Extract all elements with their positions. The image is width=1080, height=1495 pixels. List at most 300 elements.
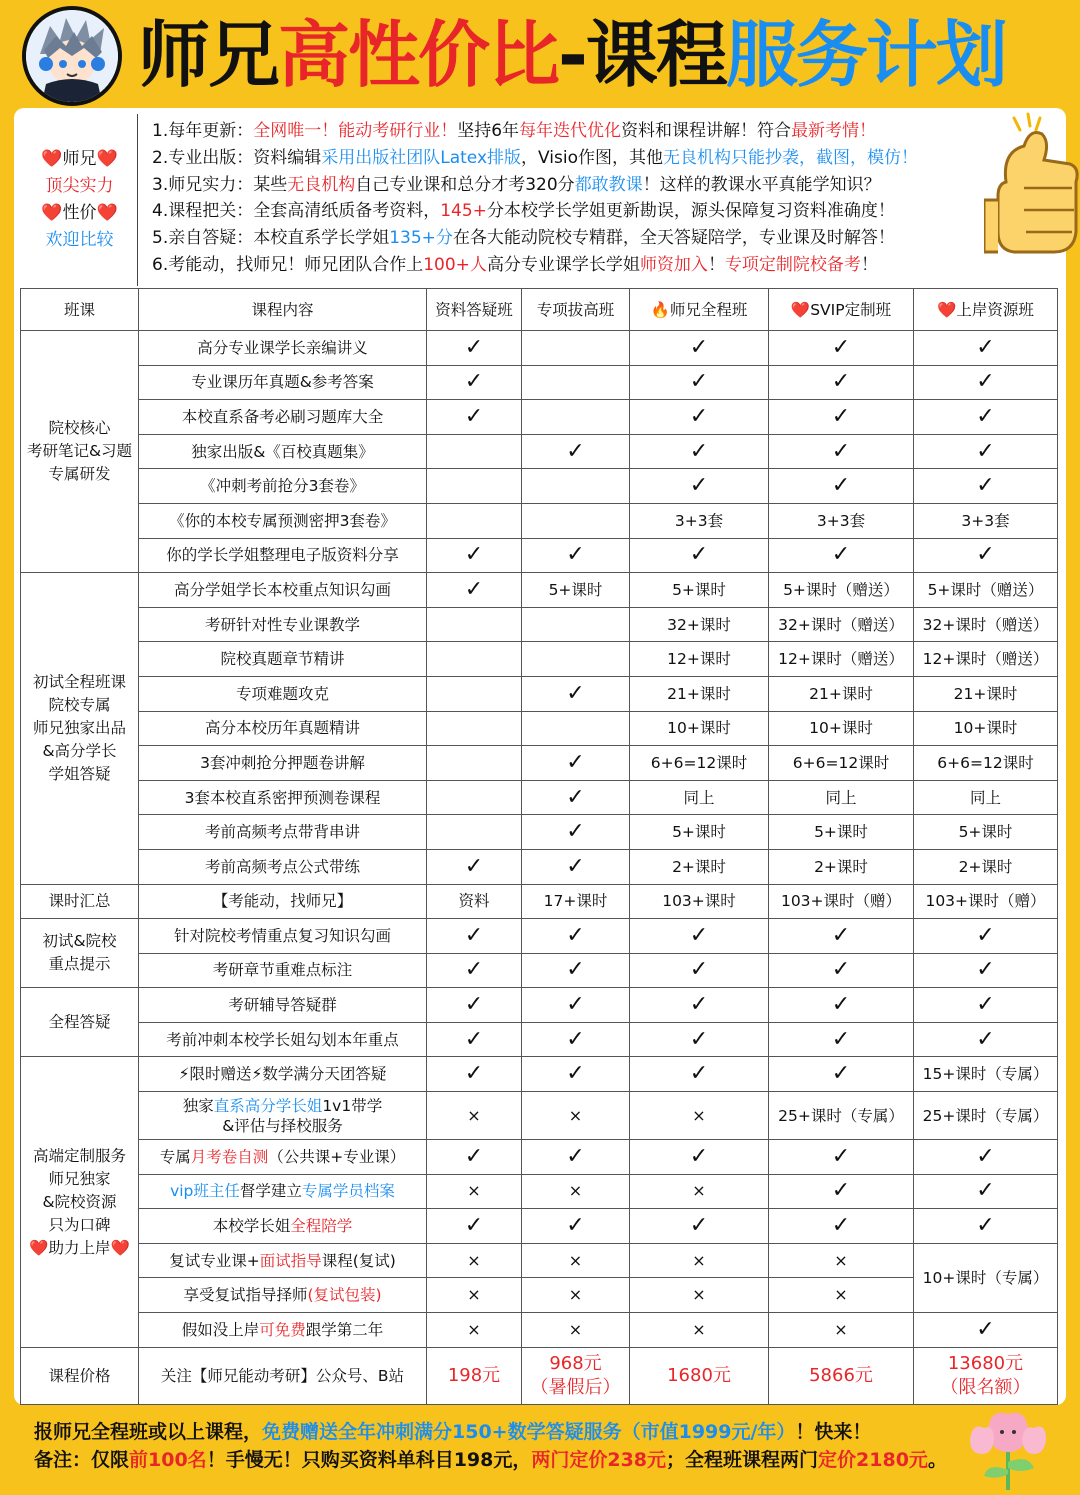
course-item [139, 1092, 427, 1140]
intro-lines [152, 118, 992, 279]
cross-icon: × [630, 1092, 769, 1140]
table-row [21, 642, 1058, 677]
column-header: 资料答疑班 [427, 289, 522, 331]
intro-segment: 最新考情！ [791, 121, 877, 141]
table-row [21, 365, 1058, 400]
group-label-line: 高端定制服务 [32, 1146, 126, 1165]
table-row [21, 988, 1058, 1023]
footer-segment: 备注：仅限 [34, 1449, 130, 1471]
course-item-segment: 考前高频考点带背串讲 [204, 823, 360, 842]
course-item-segment: 独家 [182, 1096, 214, 1115]
check-icon: ✓ [769, 919, 914, 954]
table-row [21, 573, 1058, 608]
table-row [21, 538, 1058, 573]
group-label [21, 573, 139, 884]
table-cell: 10+课时 [914, 711, 1058, 746]
group-label-line: 师兄独家 [48, 1169, 111, 1188]
check-icon: ✓ [769, 538, 914, 573]
group-label-line: 学姐答疑 [48, 764, 111, 783]
table-row [21, 503, 1058, 538]
title-part-2: 高性价比 [278, 13, 559, 97]
check-icon: ✓ [427, 331, 522, 366]
group-label [21, 1057, 139, 1347]
check-icon: ✓ [522, 1209, 630, 1244]
title-part-3: -课程 [558, 13, 726, 97]
title-part-1: 师兄 [138, 13, 279, 97]
intro-line [152, 172, 992, 199]
intro-segment: ，Visio作图，其他 [521, 147, 663, 168]
intro-segment: 在各大能动院校专精群，全天答疑陪学，专业课及时解答！ [452, 228, 895, 249]
group-label-line: 初试&院校 [42, 932, 117, 951]
check-icon: ✓ [522, 1022, 630, 1057]
cross-icon: × [427, 1092, 522, 1140]
footer-segment: ！手慢无！只购买资料单科目198元， [206, 1449, 532, 1471]
footer-segment: 前100名 [129, 1449, 207, 1471]
course-item [139, 815, 427, 850]
intro-segment: 分本校学长学姐更新勘误，源头保障复习资料准确度！ [486, 201, 895, 222]
table-cell [427, 607, 522, 642]
table-row [21, 711, 1058, 746]
course-item-segment: 复试专业课+ [169, 1251, 260, 1270]
table-row [21, 1092, 1058, 1140]
footer-line-1 [34, 1418, 1044, 1446]
table-cell [427, 746, 522, 781]
intro-segment: 都敢教课 [574, 174, 643, 195]
table-cell: 5+课时 [630, 815, 769, 850]
intro-line [152, 225, 992, 252]
table-cell: 21+课时 [914, 676, 1058, 711]
price-text: （限名额） [940, 1376, 1031, 1398]
table-row [21, 1057, 1058, 1092]
check-icon: ✓ [522, 746, 630, 781]
check-icon: ✓ [914, 434, 1058, 469]
check-icon: ✓ [630, 469, 769, 504]
intro-line [152, 198, 992, 225]
table-cell: 12+课时 [630, 642, 769, 677]
check-icon: ✓ [914, 1022, 1058, 1057]
heart-icon: ❤️ [96, 203, 118, 223]
table-cell [522, 365, 630, 400]
course-item-segment: &评估与择校服务 [222, 1116, 343, 1135]
course-table [20, 288, 1058, 1405]
footer-notes [34, 1418, 1044, 1474]
table-cell: 2+课时 [769, 849, 914, 884]
table-cell: 17+课时 [522, 884, 630, 919]
check-icon: ✓ [427, 1057, 522, 1092]
course-item-segment: 专属学员档案 [301, 1182, 395, 1201]
column-header: 课程内容 [139, 289, 427, 331]
price-text: 13680元 [947, 1352, 1024, 1374]
group-label-line: 全程答疑 [48, 1012, 111, 1031]
course-item-segment: 考研章节重难点标注 [212, 961, 353, 980]
course-item [139, 538, 427, 573]
intro-segment: 资料和课程讲解！符合 [621, 121, 792, 141]
price-text: 5866元 [809, 1364, 873, 1386]
table-cell: 资料 [427, 884, 522, 919]
table-cell: 同上 [630, 780, 769, 815]
check-icon: ✓ [769, 1022, 914, 1057]
check-icon: ✓ [630, 953, 769, 988]
course-item [139, 1313, 427, 1348]
course-item-segment: 【考能动，找师兄】 [212, 892, 353, 911]
group-label-line: 院校核心 [48, 419, 111, 438]
check-icon: ✓ [427, 1022, 522, 1057]
group-label-line: 只为口碑 [48, 1215, 111, 1234]
check-icon: ✓ [630, 1057, 769, 1092]
intro-segment: ！ [707, 254, 725, 275]
footer-segment: 报师兄全程班或以上课程， [34, 1421, 263, 1443]
intro-segment: 采用出版社团队Latex排版 [321, 147, 522, 168]
cross-icon: × [630, 1174, 769, 1209]
group-label [21, 331, 139, 573]
table-row [21, 400, 1058, 435]
intro-label [22, 114, 138, 286]
table-cell [522, 469, 630, 504]
check-icon: ✓ [769, 469, 914, 504]
header [0, 0, 1080, 110]
course-item-segment: 全程陪学 [290, 1217, 353, 1236]
table-row [21, 849, 1058, 884]
table-cell [427, 780, 522, 815]
table-cell: 2+课时 [914, 849, 1058, 884]
group-label-line: ❤️助力上岸❤️ [29, 1238, 130, 1257]
intro-segment: 自己专业课和总分才考320分 [355, 174, 575, 195]
check-icon: ✓ [769, 400, 914, 435]
course-item [139, 1174, 427, 1209]
cross-icon: × [522, 1278, 630, 1313]
course-item [139, 919, 427, 954]
table-row [21, 1278, 1058, 1313]
column-header: 班课 [21, 289, 139, 331]
course-item-segment: 高分本校历年真题精讲 [204, 719, 360, 738]
intro-line [152, 252, 992, 279]
check-icon: ✓ [427, 1140, 522, 1175]
course-item-segment: 院校真题章节精讲 [220, 650, 345, 669]
check-icon: ✓ [427, 919, 522, 954]
check-icon: ✓ [914, 1140, 1058, 1175]
intro-segment: 坚持6年 [457, 121, 520, 141]
table-cell: 10+课时 [769, 711, 914, 746]
price-cell [427, 1347, 522, 1404]
table-cell: 同上 [769, 780, 914, 815]
intro-segment: 100+人 [423, 254, 487, 275]
intro-segment: 6.考能动，找师兄！师兄团队合作上 [152, 254, 424, 275]
price-text: 968元 [549, 1352, 602, 1374]
table-cell: 32+课时 [630, 607, 769, 642]
cross-icon: × [769, 1313, 914, 1348]
table-cell [522, 711, 630, 746]
check-icon: ✓ [427, 400, 522, 435]
footer-segment: ！快来！ [795, 1421, 872, 1443]
table-row [21, 884, 1058, 919]
check-icon: ✓ [522, 676, 630, 711]
table-cell: 25+课时（专属） [914, 1092, 1058, 1140]
course-item-segment: ⚡限时赠送⚡数学满分天团答疑 [178, 1065, 387, 1084]
course-item [139, 1243, 427, 1278]
course-item [139, 503, 427, 538]
cross-icon: × [630, 1243, 769, 1278]
table-cell [427, 676, 522, 711]
table-cell [522, 503, 630, 538]
course-item [139, 884, 427, 919]
course-item-segment: 考研辅导答疑群 [228, 996, 337, 1015]
table-header-row [21, 289, 1058, 331]
table-cell: 5+课时 [769, 815, 914, 850]
check-icon: ✓ [769, 434, 914, 469]
table-cell [427, 815, 522, 850]
table-cell: 12+课时（赠送） [769, 642, 914, 677]
check-icon: ✓ [427, 538, 522, 573]
course-item-segment: 高分专业课学长亲编讲义 [197, 338, 368, 357]
check-icon: ✓ [630, 538, 769, 573]
table-cell: 6+6=12课时 [769, 746, 914, 781]
check-icon: ✓ [427, 1209, 522, 1244]
cross-icon: × [522, 1243, 630, 1278]
group-label-line: 课时汇总 [48, 891, 111, 910]
intro-label-text: 师兄 [62, 149, 97, 169]
check-icon: ✓ [914, 988, 1058, 1023]
check-icon: ✓ [630, 1209, 769, 1244]
course-item-segment: 考前冲刺本校学长姐勾划本年重点 [166, 1030, 399, 1049]
table-cell [522, 607, 630, 642]
table-row [21, 815, 1058, 850]
check-icon: ✓ [427, 953, 522, 988]
course-item-segment: 《冲刺考前抢分3套卷》 [200, 477, 365, 496]
check-icon: ✓ [769, 331, 914, 366]
price-cell [630, 1347, 769, 1404]
course-item [139, 746, 427, 781]
course-item-segment: 督学建立 [239, 1182, 302, 1201]
course-item-segment: 直系高分学长姐 [213, 1096, 323, 1115]
price-label: 课程价格 [21, 1347, 139, 1404]
course-item-segment: 考前高频考点公式带练 [204, 857, 360, 876]
table-cell: 21+课时 [630, 676, 769, 711]
table-cell: 6+6=12课时 [914, 746, 1058, 781]
course-item-segment: 可免费 [259, 1320, 306, 1339]
footer-segment: 免费赠送全年冲刺满分150+数学答疑服务（市值1999元/年） [262, 1421, 796, 1443]
column-header: 🔥师兄全程班 [630, 289, 769, 331]
course-item-segment: 跟学第二年 [305, 1320, 384, 1339]
course-item [139, 469, 427, 504]
course-item [139, 365, 427, 400]
check-icon: ✓ [914, 919, 1058, 954]
table-row [21, 746, 1058, 781]
check-icon: ✓ [769, 988, 914, 1023]
course-item [139, 676, 427, 711]
course-item-segment: 高分学姐学长本校重点知识勾画 [173, 580, 391, 599]
check-icon: ✓ [522, 919, 630, 954]
price-cell [914, 1347, 1058, 1404]
check-icon: ✓ [522, 780, 630, 815]
course-item-segment: 月考卷自测 [190, 1147, 269, 1166]
table-cell [522, 331, 630, 366]
group-label-line: &高分学长 [42, 741, 117, 760]
course-item [139, 711, 427, 746]
intro-segment: 无良机构只能抄袭，截图，模仿！ [662, 147, 918, 168]
cross-icon: × [630, 1313, 769, 1348]
intro-segment: 135+分 [389, 228, 453, 249]
group-label [21, 919, 139, 988]
course-item-segment: 针对院校考情重点复习知识勾画 [173, 926, 391, 945]
group-label-line: 专属研发 [48, 465, 111, 484]
check-icon: ✓ [427, 988, 522, 1023]
column-header: ❤️SVIP定制班 [769, 289, 914, 331]
course-item-segment: 专属 [159, 1147, 191, 1166]
intro-segment: 高分专业课学长学姐 [486, 254, 640, 275]
intro-segment: ！这样的教课水平真能学知识？ [642, 174, 881, 195]
table-cell [427, 642, 522, 677]
table-row [21, 1022, 1058, 1057]
title-part-4: 服务计划 [725, 13, 1006, 97]
price-text: （暑假后） [530, 1376, 621, 1398]
course-item-segment: 本校直系备考必刷习题库大全 [181, 407, 384, 426]
tulip-icon [958, 1400, 1058, 1492]
table-row [21, 1243, 1058, 1278]
check-icon: ✓ [522, 988, 630, 1023]
cross-icon: × [522, 1174, 630, 1209]
table-row [21, 331, 1058, 366]
course-item [139, 1278, 427, 1313]
table-row [21, 953, 1058, 988]
table-cell: 同上 [914, 780, 1058, 815]
course-item [139, 607, 427, 642]
price-text: 1680元 [667, 1364, 731, 1386]
intro-segment: ！ [860, 254, 878, 275]
table-cell: 103+课时（赠） [914, 884, 1058, 919]
group-label-line: 初试全程班课 [32, 672, 126, 691]
check-icon: ✓ [522, 538, 630, 573]
table-row [21, 676, 1058, 711]
intro-segment: 2.专业出版：资料编辑 [152, 147, 322, 168]
table-row [21, 1209, 1058, 1244]
intro-label-line: 顶尖实力 [45, 176, 114, 196]
course-item-segment: （公共课+专业课） [268, 1147, 406, 1166]
check-icon: ✓ [522, 434, 630, 469]
table-cell: 21+课时 [769, 676, 914, 711]
check-icon: ✓ [769, 953, 914, 988]
course-item-segment: 独家出版&《百校真题集》 [191, 442, 374, 461]
cross-icon: × [522, 1313, 630, 1348]
course-item [139, 780, 427, 815]
cross-icon: × [427, 1243, 522, 1278]
course-item [139, 1057, 427, 1092]
table-cell: 32+课时（赠送） [914, 607, 1058, 642]
course-item [139, 1022, 427, 1057]
course-item [139, 573, 427, 608]
course-item [139, 953, 427, 988]
course-item-segment: 享受复试指导择师 [183, 1286, 308, 1305]
check-icon: ✓ [914, 469, 1058, 504]
check-icon: ✓ [914, 1209, 1058, 1244]
check-icon: ✓ [914, 331, 1058, 366]
table-cell: 15+课时（专属） [914, 1057, 1058, 1092]
check-icon: ✓ [630, 331, 769, 366]
course-item [139, 849, 427, 884]
intro-segment: 全网唯一！能动考研行业！ [253, 121, 458, 141]
avatar [22, 6, 122, 106]
course-item-segment: (复试包装) [307, 1286, 382, 1305]
table-cell: 25+课时（专属） [769, 1092, 914, 1140]
intro-segment: 每年迭代优化 [519, 121, 622, 141]
table-cell: 5+课时 [630, 573, 769, 608]
group-label-line: 考研笔记&习题 [26, 442, 133, 461]
course-item-segment: 专业课历年真题&参考答案 [191, 373, 374, 392]
course-item-segment: 课程(复试) [321, 1251, 396, 1270]
check-icon: ✓ [769, 1057, 914, 1092]
table-cell: 5+课时 [522, 573, 630, 608]
course-item [139, 400, 427, 435]
cross-icon: × [769, 1278, 914, 1313]
intro-segment: 专项定制院校备考 [724, 254, 861, 275]
intro-segment: 无良机构 [287, 174, 356, 195]
table-cell [427, 503, 522, 538]
table-row [21, 780, 1058, 815]
table-cell: 12+课时（赠送） [914, 642, 1058, 677]
group-label-line: 院校专属 [48, 695, 111, 714]
price-cell [522, 1347, 630, 1404]
check-icon: ✓ [427, 573, 522, 608]
course-item-segment: 你的学长学姐整理电子版资料分享 [166, 546, 399, 565]
table-row [21, 607, 1058, 642]
cross-icon: × [630, 1278, 769, 1313]
check-icon: ✓ [914, 1313, 1058, 1348]
table-cell: 2+课时 [630, 849, 769, 884]
table-cell: 10+课时（专属） [914, 1243, 1058, 1312]
course-item [139, 988, 427, 1023]
intro-segment: 145+ [440, 201, 487, 222]
course-item [139, 331, 427, 366]
table-row [21, 434, 1058, 469]
table-row [21, 469, 1058, 504]
intro-segment: 3.师兄实力：某些 [152, 174, 288, 195]
cross-icon: × [769, 1243, 914, 1278]
table-row [21, 1313, 1058, 1348]
table-row [21, 919, 1058, 954]
course-item-segment: 假如没上岸 [181, 1320, 260, 1339]
course-item-segment: 3套本校直系密押预测卷课程 [184, 788, 381, 807]
check-icon: ✓ [630, 1140, 769, 1175]
cross-icon: × [427, 1313, 522, 1348]
course-item-segment: 1v1带学 [322, 1096, 383, 1115]
check-icon: ✓ [769, 1209, 914, 1244]
course-item [139, 642, 427, 677]
check-icon: ✓ [630, 919, 769, 954]
course-item [139, 1140, 427, 1175]
check-icon: ✓ [522, 1140, 630, 1175]
table-cell [522, 400, 630, 435]
table-cell: 5+课时 [914, 815, 1058, 850]
check-icon: ✓ [914, 1174, 1058, 1209]
footer-segment: 两门定价238元 [531, 1449, 667, 1471]
intro-label-line [41, 146, 117, 173]
table-cell: 3+3套 [914, 503, 1058, 538]
page-title [138, 10, 1006, 100]
intro-line [152, 145, 992, 172]
table-cell [427, 711, 522, 746]
cross-icon: × [427, 1278, 522, 1313]
group-label-line: &院校资源 [42, 1192, 117, 1211]
cross-icon: × [522, 1092, 630, 1140]
table-cell [522, 642, 630, 677]
column-header: ❤️上岸资源班 [914, 289, 1058, 331]
check-icon: ✓ [914, 538, 1058, 573]
price-row [21, 1347, 1058, 1404]
check-icon: ✓ [914, 365, 1058, 400]
check-icon: ✓ [522, 815, 630, 850]
table-cell: 5+课时（赠送） [914, 573, 1058, 608]
table-cell [427, 434, 522, 469]
course-item-segment: 《你的本校专属预测密押3套卷》 [169, 511, 396, 530]
